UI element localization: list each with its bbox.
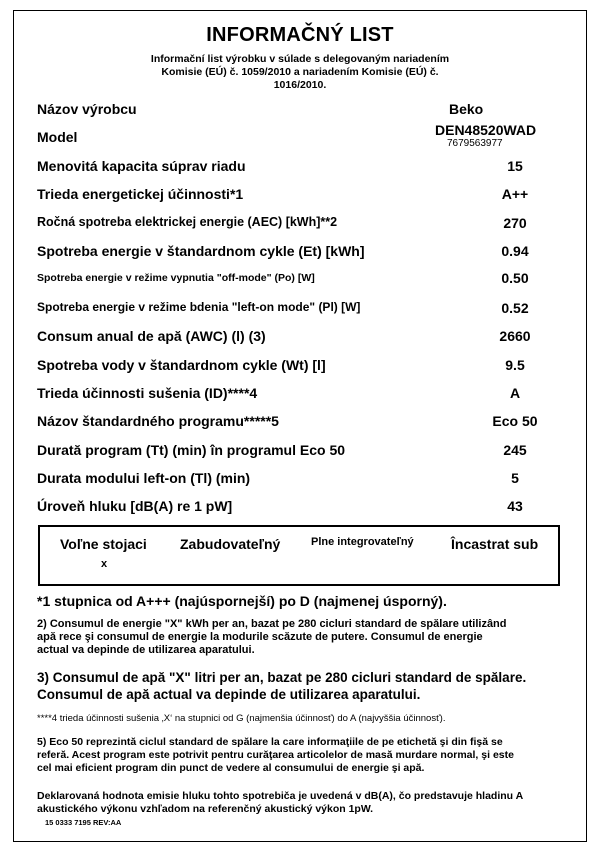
note-line: Deklarovaná hodnota emisie hluku tohto spotrebiča je uvedená v dB(A), čo predstavuje hladinu A [37, 790, 524, 802]
row-value: 270 [503, 215, 527, 231]
built-in-label: Zabudovateľný [180, 536, 281, 552]
fully-integrated-label: Plne integrovateľný [311, 536, 414, 548]
row-label: Consum anual de apă (AWC) (l) (3) [37, 328, 266, 344]
note-line: 5) Eco 50 reprezintă ciclul standard de spălare la care informaţiile de pe etichetă şi din fişă se [37, 736, 503, 748]
document-code: 15 0333 7195 REV:AA [45, 818, 122, 827]
note-line: actual va depinde de utilizarea aparatului. [37, 644, 255, 656]
note-line: cel mai eficient program din punct de vedere al consumului de energie şi apă. [37, 762, 425, 774]
subtitle-line: 1016/2010. [273, 79, 327, 91]
row-label: Úroveň hluku [dB(A) re 1 pW] [37, 498, 233, 514]
installation-type-box [38, 525, 560, 586]
freestanding-label: Voľne stojaci [60, 536, 147, 552]
model-code: 7679563977 [447, 138, 503, 149]
row-value: 5 [511, 470, 519, 486]
note-3 [37, 669, 567, 703]
row-value: DEN48520WAD [435, 122, 537, 138]
row-value: 0.52 [501, 300, 529, 316]
row-value: 43 [507, 498, 523, 514]
row-label: Spotreba vody v štandardnom cykle (Wt) [l] [37, 357, 326, 373]
row-value: 9.5 [505, 357, 525, 373]
row-value: A++ [501, 186, 529, 202]
subtitle [130, 53, 470, 92]
note-line: 2) Consumul de energie "X" kWh per an, bazat pe 280 cicluri standard de spălare utilizând [37, 618, 507, 630]
row-label: Ročná spotreba elektrickej energie (AEC) [kWh]**2 [37, 215, 338, 229]
note-1: *1 stupnica od A+++ (najúspornejší) po D (najmenej úsporný). [37, 593, 447, 609]
row-value: 0.94 [501, 243, 529, 259]
row-label: Spotreba energie v režime vypnutia "off-mode" (Po) [W] [37, 272, 315, 284]
subtitle-line: Komisie (EÚ) č. 1059/2010 a nariadením Komisie (EÚ) č. [161, 66, 439, 78]
row-value: 0.50 [501, 270, 529, 286]
row-value: 15 [507, 158, 523, 174]
row-label: Trieda účinnosti sušenia (ID)****4 [37, 385, 258, 401]
row-value: 2660 [499, 328, 531, 344]
built-under-label: Încastrat sub [451, 536, 539, 552]
row-value: 245 [503, 442, 527, 458]
row-value: Beko [449, 101, 484, 117]
note-line: akustického výkonu vzhľadom na referenčný akustický výkon 1pW. [37, 803, 374, 815]
row-label: Spotreba energie v štandardnom cykle (Et) [kWh] [37, 243, 365, 259]
row-label: Názov výrobcu [37, 101, 137, 117]
row-value: Eco 50 [492, 413, 538, 429]
page-title: INFORMAČNÝ LIST [206, 24, 394, 46]
note-line: 3) Consumul de apă "X" litri per an, bazat pe 280 cicluri standard de spălare. [37, 670, 527, 685]
note-2 [37, 618, 567, 657]
row-value: A [509, 385, 521, 401]
note-line: Consumul de apă actual va depinde de utilizarea aparatului. [37, 687, 421, 702]
note-4: ****4 trieda účinnosti sušenia ‚X‘ na stupnici od G (najmenšia účinnosť) do A (najvyššia účinnosť). [37, 713, 446, 724]
row-label: Trieda energetickej účinnosti*1 [37, 186, 244, 202]
subtitle-line: Informační list výrobku v súlade s delegovaným nariadením [150, 53, 450, 65]
note-6 [37, 790, 567, 816]
freestanding-mark: x [101, 558, 108, 570]
note-line: referă. Acest program este potrivit pentru curăţarea articolelor de masă murdare normal, şi este [37, 749, 514, 761]
row-label: Durată program (Tt) (min) în programul Eco 50 [37, 442, 346, 458]
row-label: Model [37, 129, 78, 145]
note-5 [37, 736, 567, 775]
row-label: Durata modului left-on (Tl) (min) [37, 470, 251, 486]
row-label: Menovitá kapacita súprav riadu [37, 158, 246, 174]
note-line: apă rece şi consumul de energie la modurile scăzute de putere. Consumul de energie [37, 631, 483, 643]
row-label: Spotreba energie v režime bdenia "left-on mode" (Pl) [W] [37, 300, 361, 314]
row-label: Názov štandardného programu*****5 [37, 413, 279, 429]
